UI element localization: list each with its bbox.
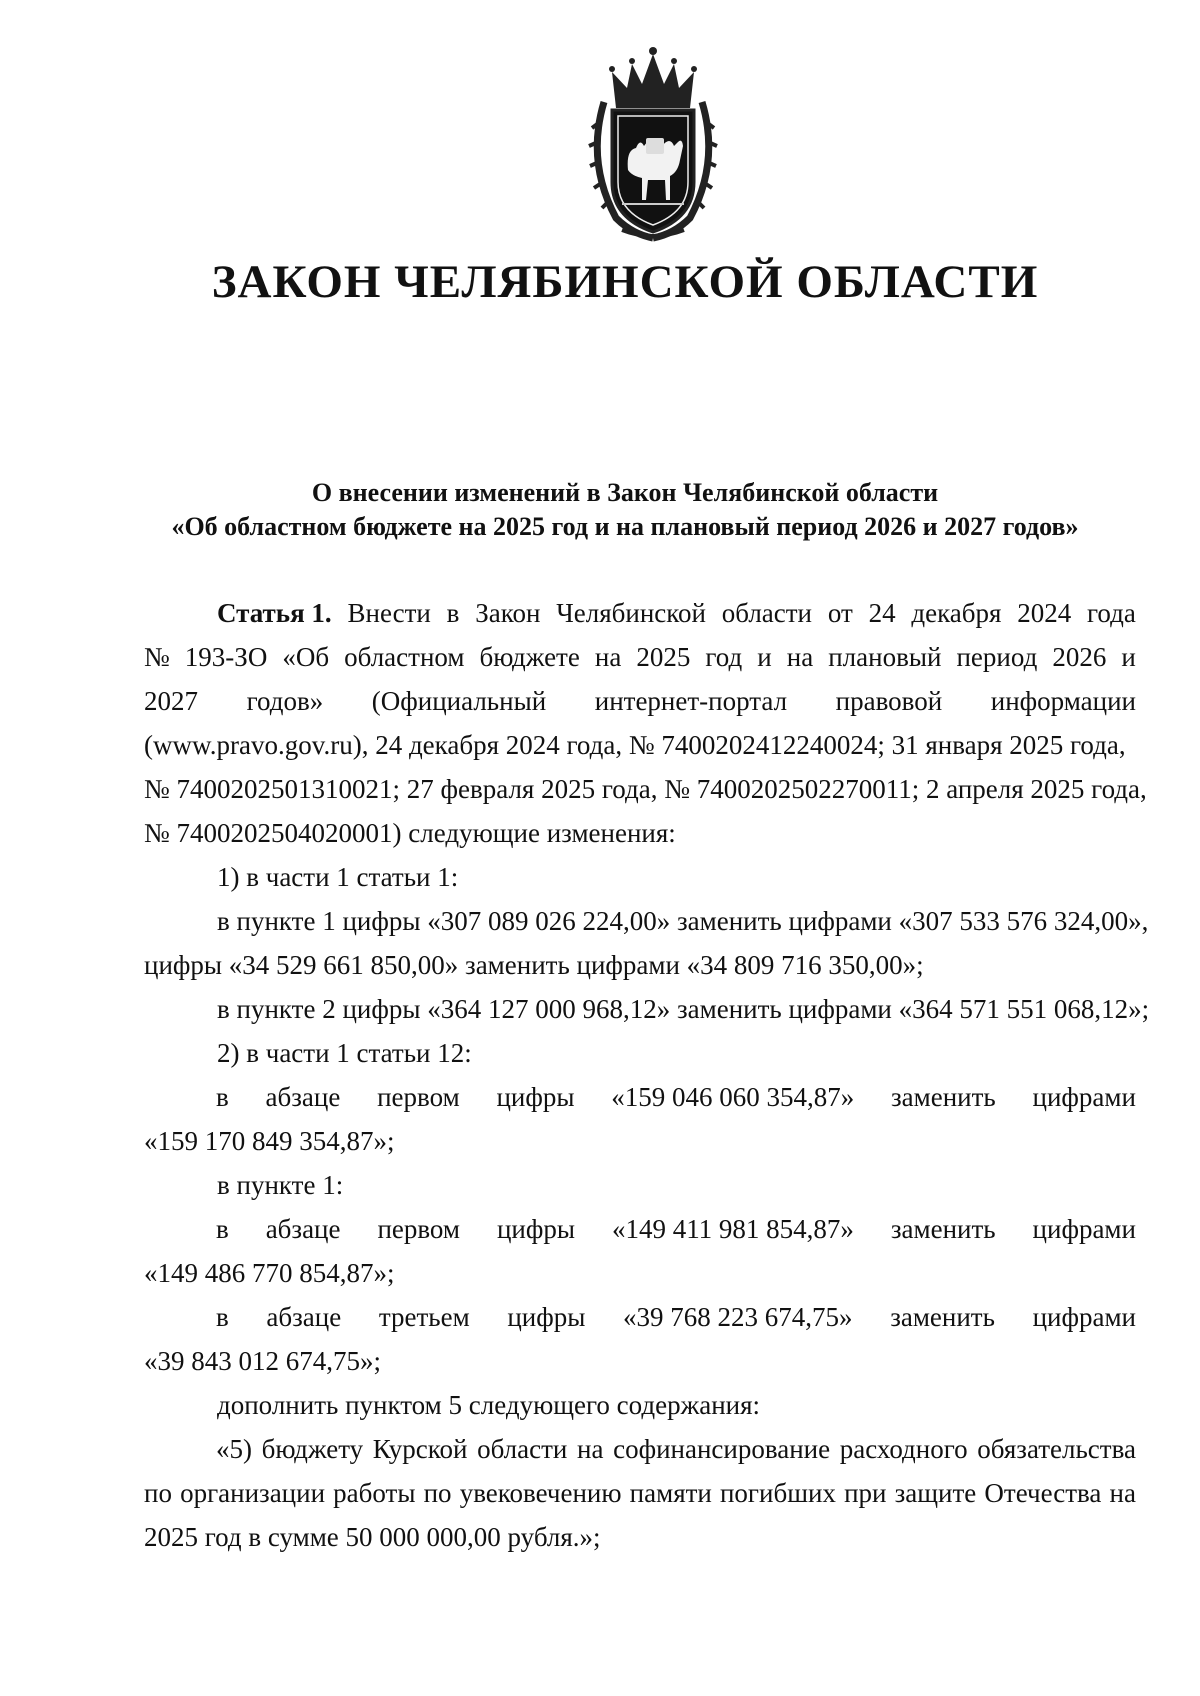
word: Закон: [475, 598, 541, 628]
word: погибших: [719, 1478, 836, 1508]
list-item: 1) в части 1 статьи 1:: [217, 862, 459, 892]
word: абзаце: [265, 1214, 341, 1244]
paragraph-line: «39 843 012 674,75»;: [144, 1346, 382, 1376]
paragraph-line: в пункте 1 цифры «307 089 026 224,00» заменить цифрами «307 533 576 324,00»,: [217, 906, 1149, 936]
word: области: [721, 598, 813, 628]
word: в: [216, 1082, 229, 1112]
word: и: [757, 642, 772, 672]
article-line: [144, 635, 1136, 679]
word: по: [423, 1478, 452, 1508]
word: абзаце: [265, 1082, 341, 1112]
word: бюджету: [261, 1434, 364, 1464]
word: годов»: [246, 686, 324, 716]
word: (Официальный: [371, 686, 547, 716]
word: области: [477, 1434, 568, 1464]
article-line: № 7400202504020001) следующие изменения:: [144, 818, 676, 848]
word: цифры: [496, 1214, 575, 1244]
word: на: [1109, 1478, 1136, 1508]
word: Челябинской: [556, 598, 706, 628]
paragraph-line: [144, 1075, 1136, 1119]
word: при: [844, 1478, 887, 1508]
word: 2026: [1052, 642, 1107, 672]
word: первом: [377, 1082, 460, 1112]
word: организации: [180, 1478, 326, 1508]
quote-line: 2025 год в сумме 50 000 000,00 рубля.»;: [144, 1522, 601, 1552]
article-label: Статья 1.: [217, 598, 332, 628]
word: плановый: [828, 642, 942, 672]
document-body: [144, 591, 1150, 1559]
article-line: № 7400202501310021; 27 февраля 2025 года, № 7400202502270011; 2 апреля 2025 года,: [144, 774, 1147, 804]
paragraph-line: «159 170 849 354,87»;: [144, 1126, 395, 1156]
document-subtitle: [150, 476, 1100, 544]
paragraph-line: в пункте 1:: [217, 1170, 344, 1200]
paragraph-line: «149 486 770 854,87»;: [144, 1258, 395, 1288]
word: заменить: [890, 1302, 995, 1332]
word: цифрами: [1032, 1082, 1136, 1112]
word: в: [216, 1302, 229, 1332]
word: памяти: [629, 1478, 712, 1508]
word: на: [786, 642, 814, 672]
paragraph-line: [144, 1207, 1136, 1251]
word: и: [1121, 642, 1136, 672]
word: года: [1087, 598, 1136, 628]
coat-of-arms-emblem: [582, 42, 724, 242]
quote-line: [144, 1471, 1136, 1515]
word: третьем: [378, 1302, 470, 1332]
word: заменить: [891, 1082, 996, 1112]
document-title: ЗАКОН ЧЕЛЯБИНСКОЙ ОБЛАСТИ: [211, 256, 1039, 308]
word: цифры: [507, 1302, 586, 1332]
word: информации: [990, 686, 1136, 716]
article-first-line: [144, 591, 1136, 635]
word: абзаце: [266, 1302, 342, 1332]
word: 193-ЗО: [184, 642, 268, 672]
word: 2024: [1017, 598, 1072, 628]
word: 2027: [144, 686, 198, 716]
word: «149 411 981 854,87»: [611, 1214, 854, 1244]
word: год: [705, 642, 743, 672]
word: бюджете: [479, 642, 580, 672]
article-line: (www.pravo.gov.ru), 24 декабря 2024 года, № 7400202412240024; 31 января 2025 года,: [144, 730, 1126, 760]
word: увековечению: [459, 1478, 622, 1508]
word: цифрами: [1032, 1214, 1136, 1244]
list-item: 2) в части 1 статьи 12:: [217, 1038, 472, 1068]
word: 24: [868, 598, 896, 628]
paragraph-line: дополнить пунктом 5 следующего содержания:: [217, 1390, 761, 1420]
word: областном: [344, 642, 465, 672]
paragraph-line: [144, 1295, 1136, 1339]
word: защите: [894, 1478, 977, 1508]
word: работы: [333, 1478, 416, 1508]
paragraph-line: в пункте 2 цифры «364 127 000 968,12» заменить цифрами «364 571 551 068,12»;: [217, 994, 1150, 1024]
word: на: [594, 642, 622, 672]
word: заменить: [890, 1214, 996, 1244]
word: «Об: [282, 642, 330, 672]
word: 2025: [636, 642, 691, 672]
crown-icon: [609, 47, 697, 108]
subtitle-line: «Об областном бюджете на 2025 год и на плановый период 2026 и 2027 годов»: [171, 512, 1079, 541]
word: Курской: [372, 1434, 468, 1464]
word: по: [144, 1478, 172, 1508]
word: первом: [377, 1214, 461, 1244]
word: №: [144, 642, 170, 672]
subtitle-line: О внесении изменений в Закон Челябинской области: [311, 478, 939, 507]
word: Внести: [347, 598, 431, 628]
word: «39 768 223 674,75»: [623, 1302, 853, 1332]
word: софинансирование: [613, 1434, 831, 1464]
word: от: [827, 598, 853, 628]
word: правовой: [835, 686, 943, 716]
word: цифры: [496, 1082, 575, 1112]
article-line: [144, 679, 1136, 723]
word: Отечества: [984, 1478, 1102, 1508]
word: на: [577, 1434, 604, 1464]
word: обязательства: [977, 1434, 1136, 1464]
word: интернет-портал: [594, 686, 788, 716]
word: цифрами: [1032, 1302, 1136, 1332]
word: декабря: [911, 598, 1002, 628]
quote-line: [144, 1427, 1136, 1471]
word: в: [446, 598, 460, 628]
word: расходного: [839, 1434, 968, 1464]
word: «5): [216, 1434, 252, 1464]
word: в: [216, 1214, 229, 1244]
paragraph-line: цифры «34 529 661 850,00» заменить цифрами «34 809 716 350,00»;: [144, 950, 924, 980]
word: период: [956, 642, 1038, 672]
word: «159 046 060 354,87»: [611, 1082, 855, 1112]
